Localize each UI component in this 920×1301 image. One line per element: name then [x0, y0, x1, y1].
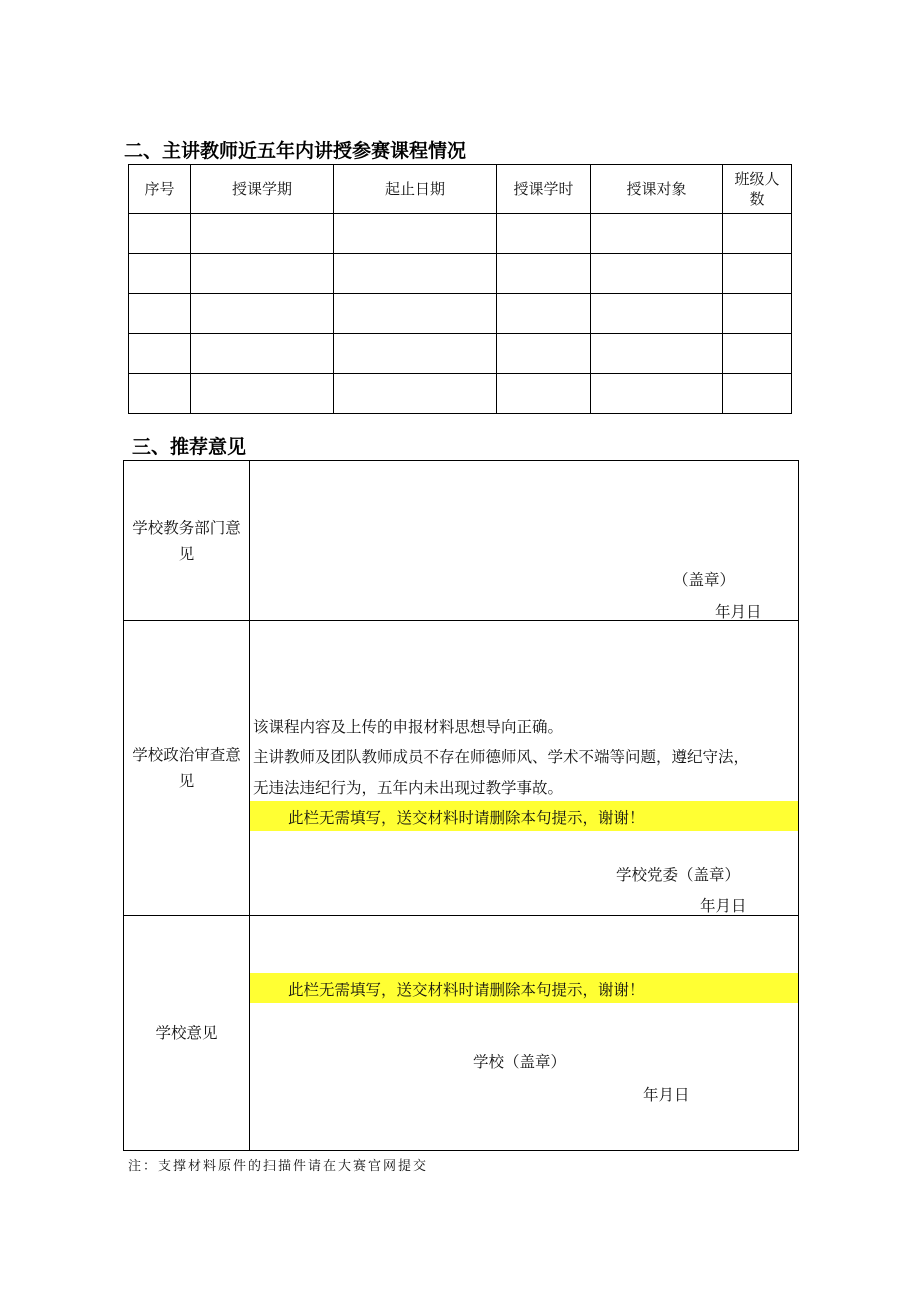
school-opinion-row	[124, 916, 799, 1151]
school-opinion-label: 学校意见	[124, 916, 250, 1151]
school-seal: 学校（盖章）	[473, 1053, 567, 1071]
header-dates: 起止日期	[334, 165, 497, 214]
table-row	[129, 374, 792, 414]
header-index: 序号	[129, 165, 191, 214]
section2-title: 二、主讲教师近五年内讲授参赛课程情况	[124, 140, 467, 162]
header-term: 授课学期	[191, 165, 334, 214]
political-line-1: 该课程内容及上传的申报材料思想导向正确。	[253, 718, 564, 736]
school-hint: 此栏无需填写，送交材料时请删除本句提示，谢谢！	[288, 981, 645, 999]
dept-date: 年月日	[715, 603, 762, 621]
dept-seal: （盖章）	[673, 571, 736, 589]
school-hint-highlight	[250, 973, 798, 1003]
political-date: 年月日	[700, 897, 747, 915]
table-header-row	[129, 165, 792, 214]
political-line-3: 无违法违纪行为，五年内未出现过教学事故。	[253, 779, 564, 797]
table-row	[129, 294, 792, 334]
header-audience: 授课对象	[591, 165, 723, 214]
school-date: 年月日	[643, 1086, 690, 1104]
dept-opinion-field[interactable]	[250, 461, 799, 621]
table-row	[129, 254, 792, 294]
table-row	[129, 214, 792, 254]
recommendation-table	[123, 460, 799, 1151]
header-hours: 授课学时	[497, 165, 591, 214]
political-review-field[interactable]	[250, 621, 799, 916]
course-history-table	[128, 164, 792, 414]
political-line-2: 主讲教师及团队教师成员不存在师德师风、学术不端等问题，遵纪守法，	[253, 748, 750, 766]
political-hint-highlight	[250, 801, 798, 831]
school-opinion-field[interactable]	[250, 916, 799, 1151]
political-review-label: 学校政治审查意见	[124, 621, 250, 916]
political-hint: 此栏无需填写，送交材料时请删除本句提示，谢谢！	[288, 809, 645, 827]
dept-opinion-label: 学校教务部门意见	[124, 461, 250, 621]
header-class-size: 班级人数	[723, 165, 792, 214]
political-review-row	[124, 621, 799, 916]
dept-opinion-row	[124, 461, 799, 621]
footnote: 注：支撑材料原件的扫描件请在大赛官网提交	[128, 1159, 429, 1174]
party-seal: 学校党委（盖章）	[616, 866, 741, 884]
table-row	[129, 334, 792, 374]
section3-title: 三、推荐意见	[132, 436, 247, 458]
